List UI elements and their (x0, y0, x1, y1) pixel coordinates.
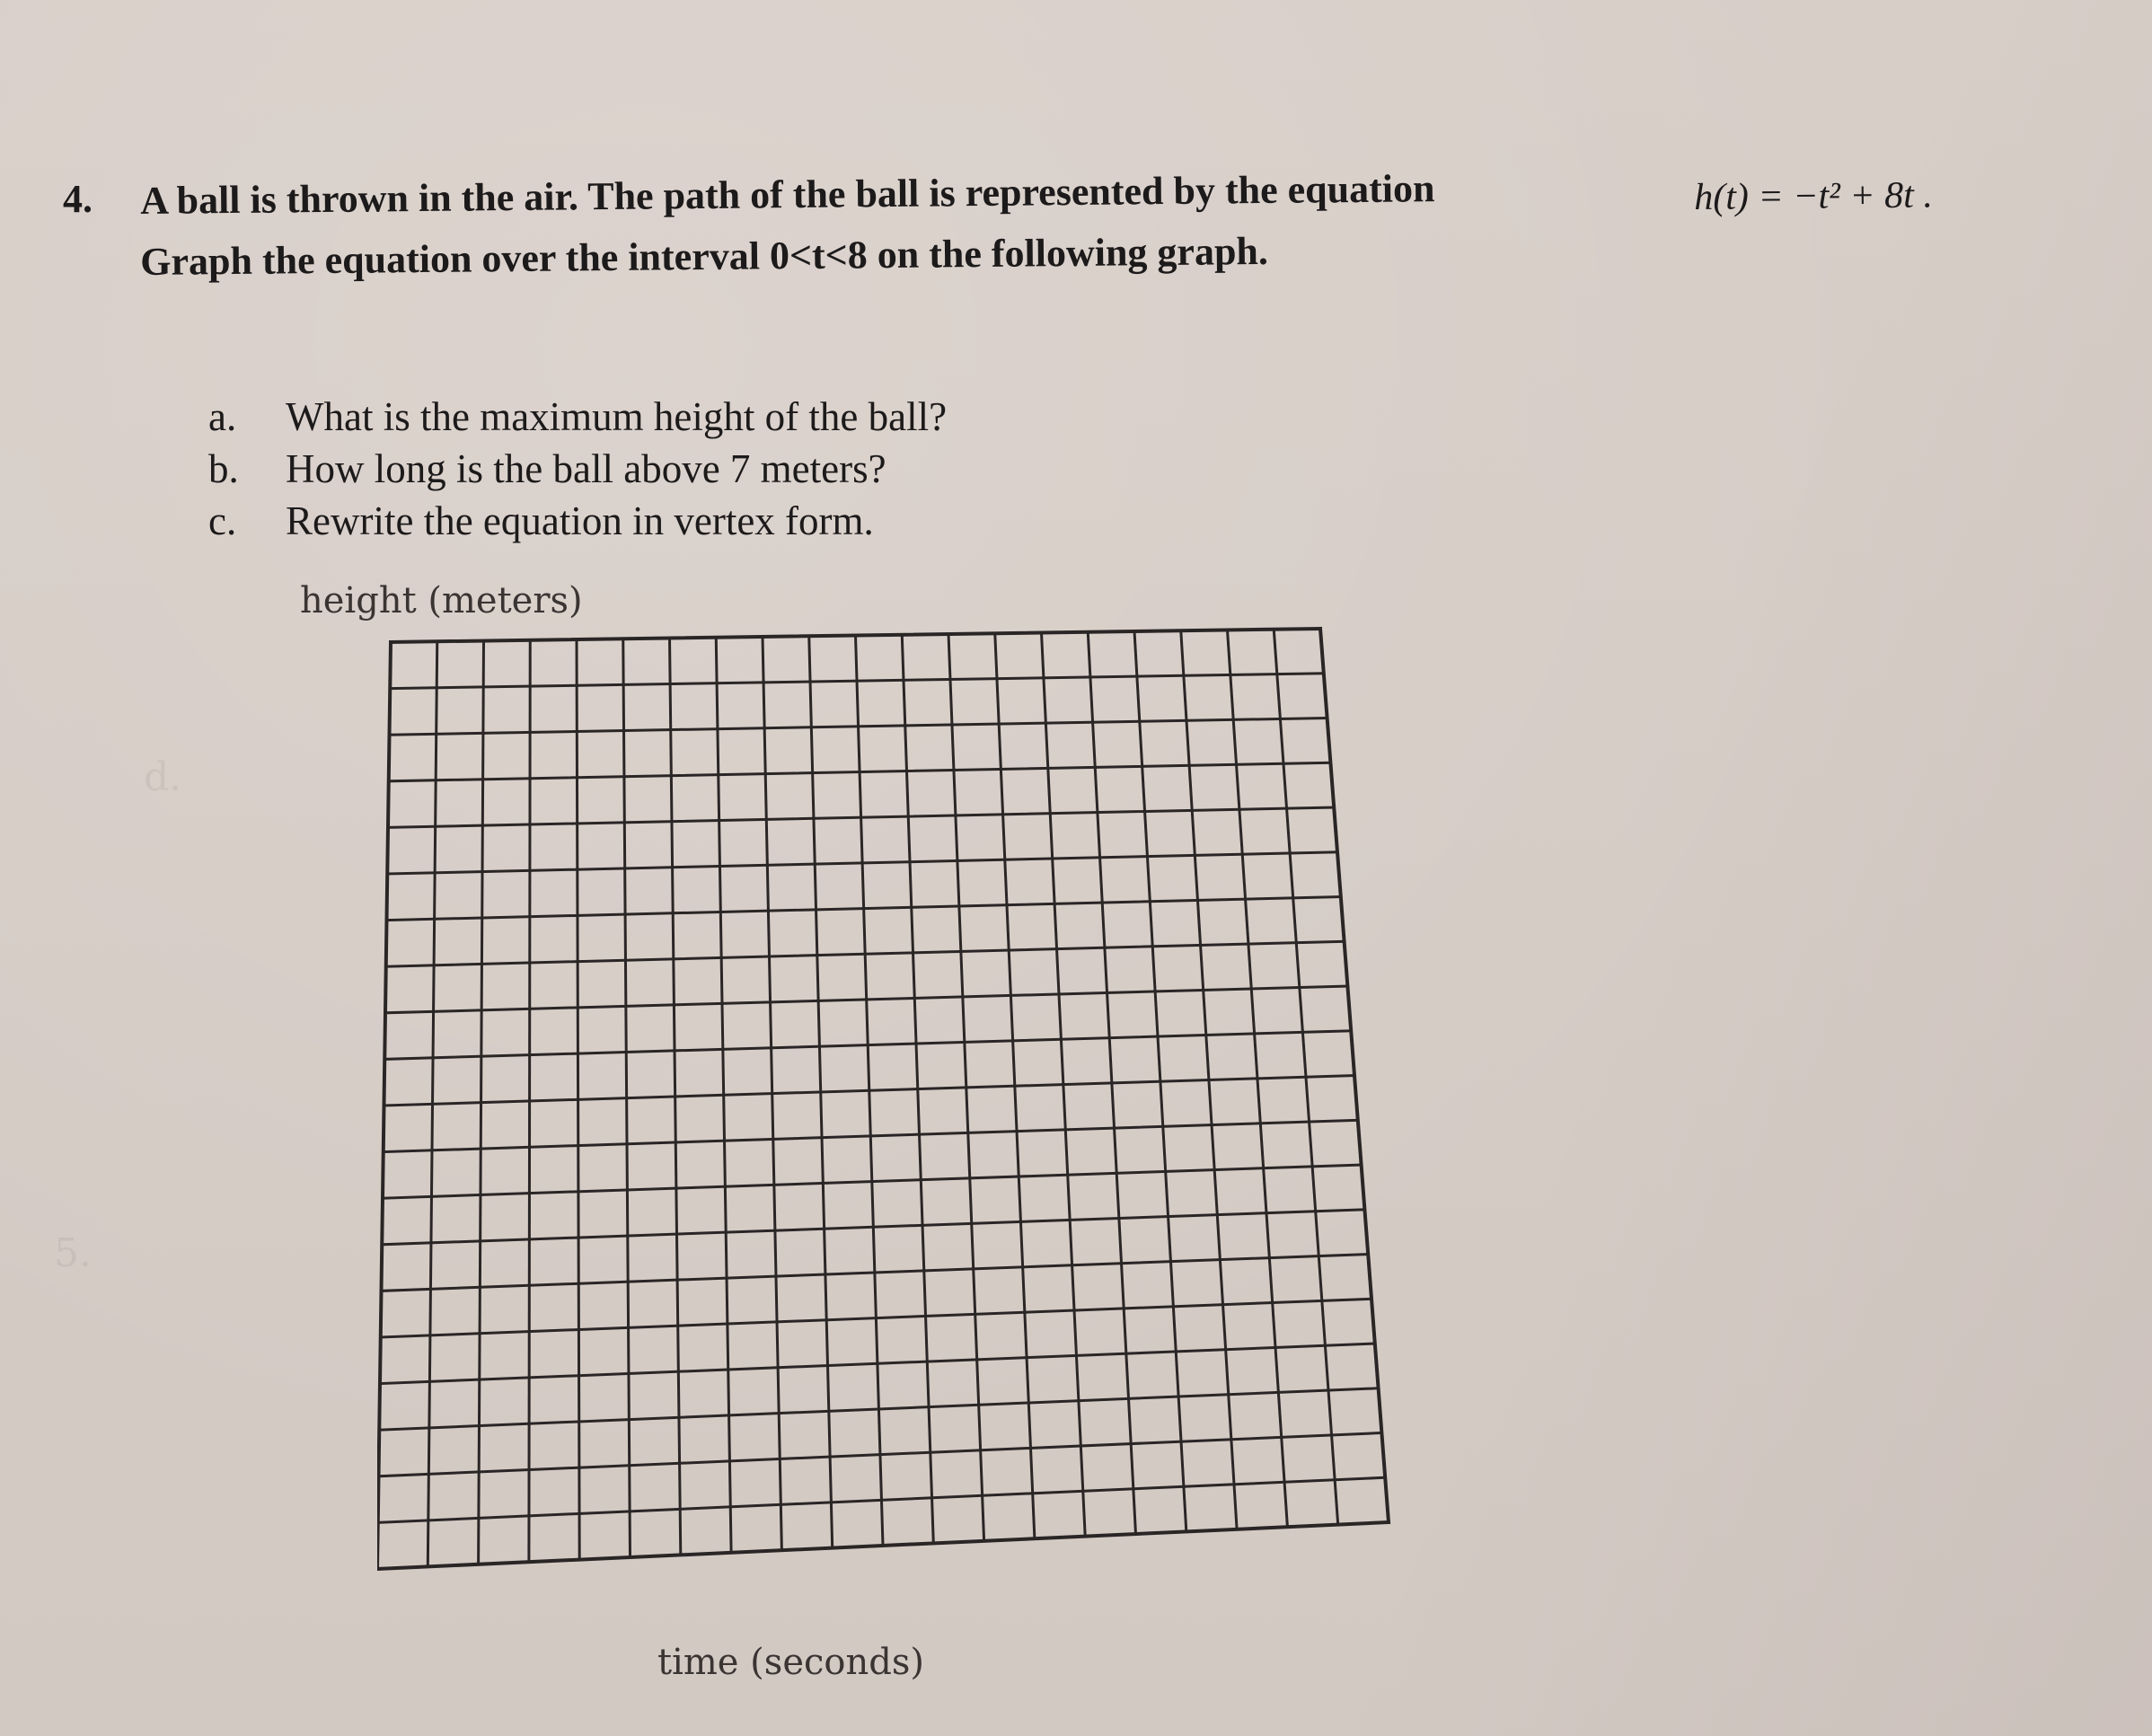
subquestion-marker: a. (208, 394, 237, 439)
bleed-through-text: 5. (54, 1230, 92, 1276)
subquestion-marker: c. (208, 498, 237, 543)
graph-grid[interactable] (377, 620, 1401, 1590)
bleed-through-text: d. (144, 754, 182, 800)
subquestion-marker: b. (208, 446, 239, 491)
question-number: 4. (63, 177, 93, 221)
graph-grid-svg (377, 620, 1401, 1590)
subquestion-a (208, 393, 947, 440)
subquestion-c (208, 498, 874, 544)
y-axis-label: height (meters) (300, 580, 583, 621)
question-text-line2: Graph the equation over the interval 0<t<8 on the following graph. (140, 228, 1269, 284)
question-text-line1: A ball is thrown in the air. The path of the ball is represented by the equation (140, 166, 1435, 223)
x-axis-label: time (seconds) (657, 1642, 924, 1683)
subquestion-text: How long is the ball above 7 meters? (286, 446, 886, 491)
subquestion-b (208, 445, 886, 492)
subquestion-text: What is the maximum height of the ball? (286, 394, 948, 439)
question-equation: h(t) = −t² + 8t . (1694, 174, 1934, 218)
subquestion-text: Rewrite the equation in vertex form. (286, 498, 874, 543)
